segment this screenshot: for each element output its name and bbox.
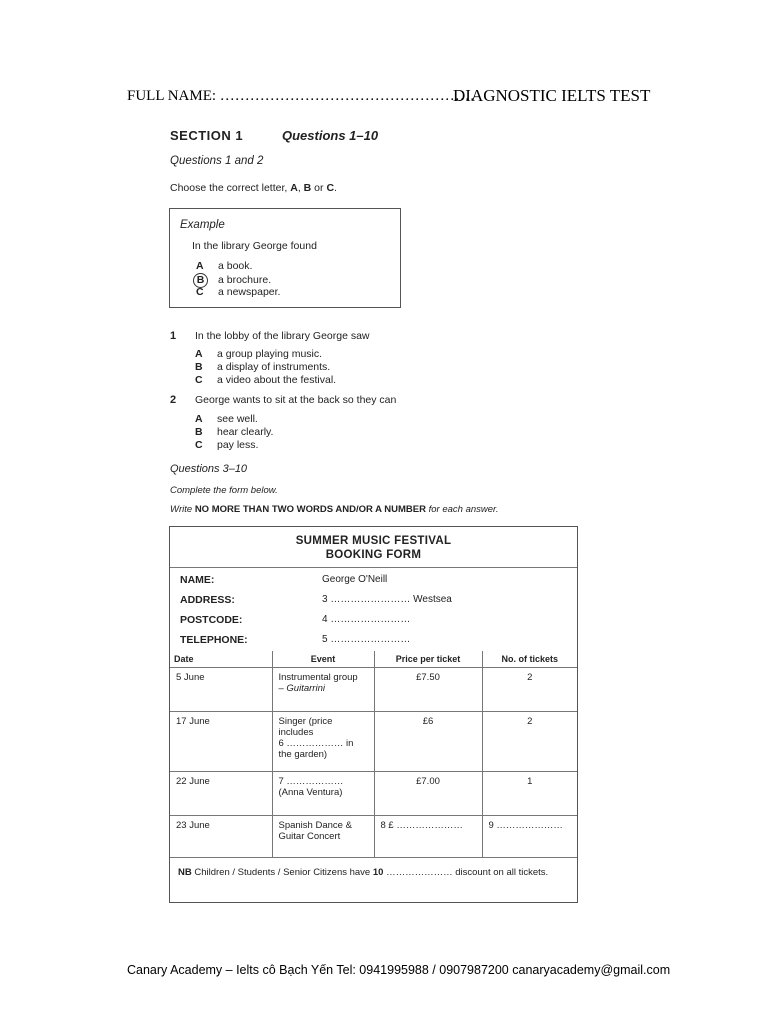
question-2-number: 2 xyxy=(170,394,177,406)
question-2-option-b: B hear clearly. xyxy=(195,426,274,438)
field-address-label: ADDRESS: xyxy=(180,594,235,606)
row-price: £6 xyxy=(374,712,482,772)
example-option-c: C a newspaper. xyxy=(196,286,281,298)
row-event: Spanish Dance & Guitar Concert xyxy=(272,816,374,858)
footer-contact: Canary Academy – Ielts cô Bạch Yến Tel: 0941995988 / 0907987200 canaryacademy@gmail.com xyxy=(127,963,671,977)
form-divider xyxy=(170,567,577,568)
row-tickets: 1 xyxy=(482,772,577,816)
row-date: 22 June xyxy=(170,772,272,816)
question-1-option-c: C a video about the festival. xyxy=(195,374,337,386)
question-2-stem: George wants to sit at the back so they can xyxy=(195,394,397,406)
table-row xyxy=(170,772,577,816)
selected-answer-circle: B xyxy=(193,273,208,288)
field-telephone-value: 5 …………………… xyxy=(322,634,411,645)
part1-instruction: Choose the correct letter, A, B or C. xyxy=(170,182,337,194)
row-date: 23 June xyxy=(170,816,272,858)
field-telephone-label: TELEPHONE: xyxy=(180,634,248,646)
tickets-table xyxy=(170,651,577,858)
part2-instruction-2: Write NO MORE THAN TWO WORDS AND/OR A NUMBER for each answer. xyxy=(170,504,499,515)
part2-heading: Questions 3–10 xyxy=(170,463,248,475)
question-2-option-a: A see well. xyxy=(195,413,258,425)
example-option-a: A a book. xyxy=(196,260,253,272)
section-title: SECTION 1 xyxy=(170,128,244,143)
field-name-value: George O'Neill xyxy=(322,574,388,585)
example-stem: In the library George found xyxy=(192,240,317,252)
row-tickets: 2 xyxy=(482,712,577,772)
row-price: 8 £ ………………… xyxy=(374,816,482,858)
example-box xyxy=(169,208,401,308)
row-event: Instrumental group – Guitarrini xyxy=(272,668,374,712)
form-title-line1: SUMMER MUSIC FESTIVAL xyxy=(295,535,452,547)
example-option-b: B a brochure. xyxy=(196,273,271,288)
column-header-event: Event xyxy=(272,651,374,668)
column-header-tickets: No. of tickets xyxy=(482,651,577,668)
full-name-label: FULL NAME: …………………………………………… xyxy=(127,88,475,104)
part1-heading: Questions 1 and 2 xyxy=(170,155,264,167)
column-header-date: Date xyxy=(170,651,272,668)
test-title: DIAGNOSTIC IELTS TEST xyxy=(453,86,651,105)
field-address-value: 3 …………………… Westsea xyxy=(322,594,452,605)
table-row xyxy=(170,712,577,772)
part2-instruction: Complete the form below. xyxy=(170,485,278,496)
row-date: 5 June xyxy=(170,668,272,712)
example-title: Example xyxy=(180,219,225,231)
row-tickets: 2 xyxy=(482,668,577,712)
nb-note: NB Children / Students / Senior Citizens have 10 ………………… discount on all tickets. xyxy=(178,867,549,878)
table-row xyxy=(170,668,577,712)
question-2-option-c: C pay less. xyxy=(195,439,259,451)
booking-form xyxy=(169,526,578,903)
row-event: 7 ……………… (Anna Ventura) xyxy=(272,772,374,816)
field-postcode-label: POSTCODE: xyxy=(180,614,243,626)
question-1-number: 1 xyxy=(170,330,177,342)
table-header-row xyxy=(170,651,577,668)
form-title-line2: BOOKING FORM xyxy=(325,549,422,561)
column-header-price: Price per ticket xyxy=(374,651,482,668)
question-1-option-a: A a group playing music. xyxy=(195,348,323,360)
question-1-option-b: B a display of instruments. xyxy=(195,361,331,373)
field-postcode-value: 4 …………………… xyxy=(322,614,411,625)
row-tickets: 9 ………………… xyxy=(482,816,577,858)
field-name-label: NAME: xyxy=(180,574,215,586)
row-price: £7.00 xyxy=(374,772,482,816)
row-event: Singer (price includes 6 ……………… in the garden) xyxy=(272,712,374,772)
table-row xyxy=(170,816,577,858)
question-1-stem: In the lobby of the library George saw xyxy=(195,330,370,342)
row-date: 17 June xyxy=(170,712,272,772)
section-questions-range: Questions 1–10 xyxy=(282,128,379,143)
row-price: £7.50 xyxy=(374,668,482,712)
